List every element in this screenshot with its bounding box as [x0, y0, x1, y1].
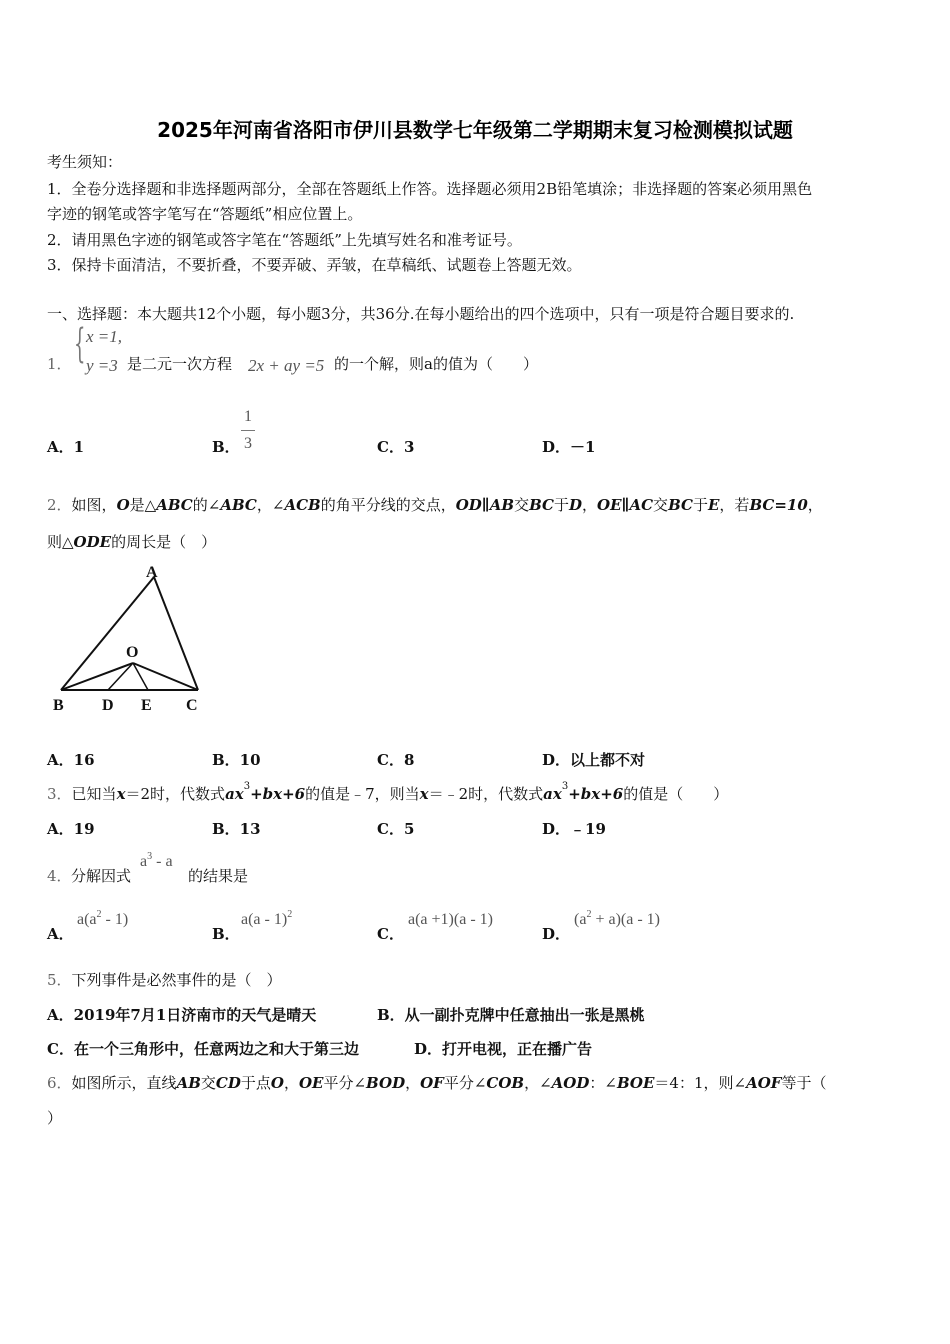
q2-var-abc: ABC: [156, 496, 193, 514]
q5-option-d[interactable]: D．打开电视，正在播广告: [414, 1040, 593, 1058]
label-c: C: [186, 697, 198, 714]
q3-text: 已知当: [71, 785, 117, 803]
q5-stem: [47, 969, 282, 990]
q2-text: 则△: [47, 533, 74, 551]
q1-option-b[interactable]: B．: [212, 438, 240, 456]
q3-text: ＝2时，代数式: [125, 785, 226, 803]
q4-answer-a-text: a(a: [77, 911, 97, 928]
system-brace: {: [74, 321, 86, 367]
q2-option-c[interactable]: C．8: [377, 751, 415, 769]
q3-text: ＝﹣2时，代数式: [428, 785, 544, 803]
q2-text: ，: [582, 496, 598, 514]
q2-stem-line1: [47, 494, 823, 515]
q6-var-o: O: [270, 1074, 284, 1092]
q3-expr: +bx+6: [568, 785, 624, 803]
q6-stem-line2: ）: [47, 1109, 63, 1127]
q2-text: 的周长是（ ）: [111, 533, 217, 551]
q2-option-b[interactable]: B．10: [212, 751, 261, 769]
q3-option-c[interactable]: C．5: [377, 820, 415, 838]
q3-expr: ax: [225, 785, 244, 803]
q2-text: 于: [692, 496, 708, 514]
notice-item-2: 2．请用黑色字迹的钢笔或答字笔在“答题纸”上先填写姓名和准考证号。: [47, 231, 522, 249]
q2-var-o: O: [116, 496, 130, 514]
q2-od-parallel-ab: OD∥AB: [455, 496, 515, 514]
q4-answer-b-text: a(a - 1): [241, 911, 288, 928]
q4-answer-d-exponent: 2: [586, 909, 592, 920]
q6-text: 平分∠: [443, 1074, 487, 1092]
q2-text: 交: [653, 496, 669, 514]
q3-stem: [47, 783, 728, 804]
q2-var-bc: BC: [529, 496, 554, 514]
q6-text: 如图所示，直线: [71, 1074, 177, 1092]
q6-text: 平分∠: [323, 1074, 367, 1092]
q1-option-a[interactable]: A．1: [47, 438, 85, 456]
q4-answer-d-text: (a: [574, 911, 587, 928]
q4-expr-exponent: 3: [147, 851, 153, 862]
label-d: D: [102, 697, 114, 714]
q2-oe-parallel-ac: OE∥AC: [597, 496, 654, 514]
q5-text: 下列事件是必然事件的是（ ）: [71, 971, 282, 989]
q3-option-d[interactable]: D．﹣19: [542, 820, 606, 838]
q2-text: 交: [514, 496, 530, 514]
q6-text: ，∠: [524, 1074, 552, 1092]
q6-text: 等于（: [781, 1074, 827, 1092]
q6-var-ab: AB: [176, 1074, 201, 1092]
q3-text: 的值是﹣7，则当: [305, 785, 420, 803]
q6-number: 6．: [47, 1074, 72, 1092]
q6-var-boe: BOE: [616, 1074, 655, 1092]
notice-heading: 考生须知：: [47, 153, 123, 171]
q2-text: 的角平分线的交点，: [320, 496, 456, 514]
q6-var-cob: COB: [486, 1074, 525, 1092]
q3-expr: ax: [543, 785, 562, 803]
q4-option-a[interactable]: A．: [47, 925, 74, 943]
q1-system-eq1: x =1,: [86, 327, 123, 346]
q3-option-b[interactable]: B．13: [212, 820, 261, 838]
q1-stem-tail: 的一个解，则a的值为（ ）: [334, 355, 538, 373]
q4-answer-b-exponent: 2: [287, 909, 293, 920]
q6-text: 于点: [240, 1074, 271, 1092]
q2-text: ，若: [719, 496, 750, 514]
q2-var-ode: ODE: [73, 533, 112, 551]
q1-option-d[interactable]: D．－1: [542, 438, 596, 456]
q6-var-bod: BOD: [366, 1074, 406, 1092]
q6-stem-line1: [47, 1072, 826, 1093]
side-ac: [154, 577, 198, 690]
label-a: A: [146, 564, 158, 581]
q2-var-d: D: [569, 496, 583, 514]
q2-option-d[interactable]: D．以上都不对: [542, 751, 646, 769]
q3-expr: +bx+6: [250, 785, 306, 803]
q2-text: 如图，: [71, 496, 117, 514]
q1-equation: 2x + ay =5: [248, 356, 325, 375]
q3-var-x: x: [116, 785, 126, 803]
q4-answer-a: [77, 911, 128, 929]
q2-text: 于: [553, 496, 569, 514]
q3-var-x: x: [419, 785, 429, 803]
q2-var-e: E: [707, 496, 720, 514]
q2-text: ，: [807, 496, 823, 514]
q6-text: ＝4：1，则∠: [654, 1074, 747, 1092]
q2-var-acb: ACB: [284, 496, 321, 514]
q4-answer-c: a(a +1)(a - 1): [408, 911, 493, 928]
q3-text: 的值是（ ）: [623, 785, 729, 803]
q4-expression: [140, 853, 173, 871]
q2-text: 的∠: [192, 496, 221, 514]
q6-var-aof: AOF: [746, 1074, 782, 1092]
q1-stem-mid: 是二元一次方程: [127, 355, 233, 373]
q5-number: 5．: [47, 971, 72, 989]
q4-expr-base: a: [140, 853, 148, 870]
q5-option-a[interactable]: A．2019年7月1日济南市的天气是晴天: [47, 1006, 317, 1024]
q6-text: ，: [283, 1074, 299, 1092]
q4-option-c[interactable]: C．: [377, 925, 404, 943]
q2-number: 2．: [47, 496, 72, 514]
q3-exponent: 3: [243, 781, 251, 792]
q2-stem-line2: [47, 531, 216, 552]
page-title: 2025年河南省洛阳市伊川县数学七年级第二学期期末复习检测模拟试题: [157, 118, 793, 142]
q4-answer-d-text: + a)(a - 1): [591, 911, 660, 928]
q4-answer-a-exponent: 2: [96, 909, 102, 920]
q3-option-a[interactable]: A．19: [47, 820, 95, 838]
q1-option-c[interactable]: C．3: [377, 438, 415, 456]
label-b: B: [53, 697, 64, 714]
q2-text: ，∠: [256, 496, 285, 514]
q6-var-oe: OE: [298, 1074, 324, 1092]
notice-item-3: 3．保持卡面清洁，不要折叠，不要弄破、弄皱，在草稿纸、试题卷上答题无效。: [47, 256, 582, 274]
q2-text: 是△: [129, 496, 157, 514]
q3-number: 3．: [47, 785, 72, 803]
q4-answer-b: [241, 911, 292, 929]
q1-fraction-numerator: 1: [244, 408, 252, 425]
q1-fraction-denominator: 3: [244, 435, 252, 452]
q6-var-cd: CD: [215, 1074, 241, 1092]
q1-number: 1．: [47, 355, 72, 373]
q2-bc-value: BC=10: [749, 496, 808, 514]
q1-system-eq2: y =3: [86, 356, 118, 375]
q6-text: ，: [405, 1074, 421, 1092]
q4-number: 4．: [47, 867, 72, 885]
q2-var-abc-angle: ABC: [220, 496, 257, 514]
label-e: E: [141, 697, 152, 714]
q2-var-bc: BC: [668, 496, 693, 514]
label-o: O: [126, 644, 139, 661]
q4-option-d[interactable]: D．: [542, 925, 571, 943]
q4-stem: 分解因式: [71, 867, 132, 885]
q5-option-c[interactable]: C．在一个三角形中，任意两边之和大于第三边: [47, 1040, 359, 1058]
section-heading: 一、选择题：本大题共12个小题，每小题3分，共36分.在每小题给出的四个选项中，只有一项是符合题目要求的.: [47, 305, 795, 323]
q4-stem-tail: 的结果是: [188, 867, 249, 885]
q6-text: ：∠: [589, 1074, 617, 1092]
q3-exponent: 3: [561, 781, 569, 792]
q6-text: 交: [200, 1074, 216, 1092]
triangle-figure: [44, 560, 214, 720]
q4-answer-a-text: - 1): [101, 911, 129, 928]
q4-expr-rest: - a: [152, 853, 173, 870]
notice-item-1-cont: 字迹的钢笔或答字笔写在“答题纸”相应位置上。: [47, 205, 363, 223]
notice-item-1: 1．全卷分选择题和非选择题两部分，全部在答题纸上作答。选择题必须用2B铅笔填涂；非选择题的答案必须用黑色: [47, 180, 813, 198]
q2-option-a[interactable]: A．16: [47, 751, 95, 769]
q5-option-b[interactable]: B．从一副扑克牌中任意抽出一张是黑桃: [377, 1006, 645, 1024]
q4-answer-d: [574, 911, 660, 929]
q6-var-of: OF: [420, 1074, 444, 1092]
q6-var-aod: AOD: [551, 1074, 590, 1092]
fraction-bar: [241, 430, 255, 431]
q4-option-b[interactable]: B．: [212, 925, 240, 943]
